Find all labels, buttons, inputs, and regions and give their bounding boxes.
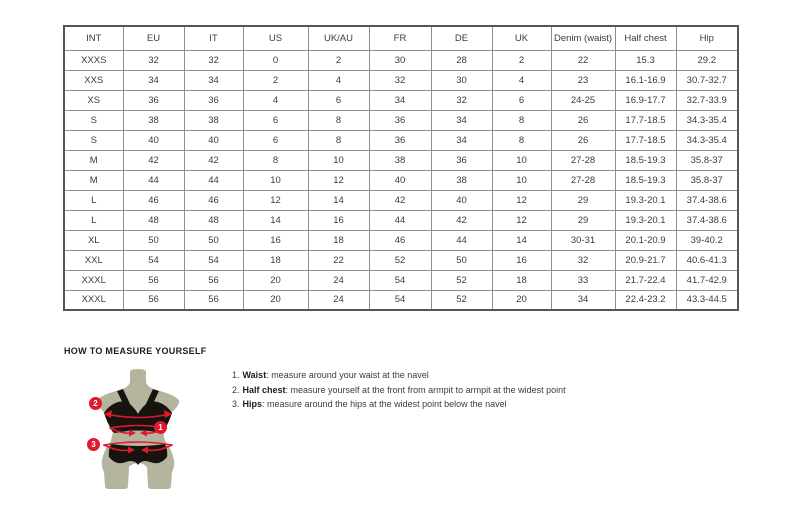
size-cell: XXXL	[64, 270, 123, 290]
size-cell: 52	[369, 250, 431, 270]
size-cell: 36	[123, 90, 184, 110]
size-cell: 42	[369, 190, 431, 210]
size-cell: 44	[431, 230, 492, 250]
size-cell: 44	[123, 170, 184, 190]
size-cell: 29	[551, 210, 615, 230]
column-header-uk-au: UK/AU	[308, 26, 369, 50]
size-cell: 6	[243, 130, 308, 150]
size-cell: 40	[369, 170, 431, 190]
size-cell: 40.6-41.3	[676, 250, 738, 270]
size-cell: M	[64, 170, 123, 190]
size-cell: 36	[184, 90, 243, 110]
size-cell: 19.3-20.1	[615, 210, 676, 230]
size-cell: L	[64, 210, 123, 230]
size-cell: XS	[64, 90, 123, 110]
size-cell: 30-31	[551, 230, 615, 250]
size-row-s	[64, 110, 738, 130]
size-cell: 20	[492, 290, 551, 310]
size-cell: 14	[308, 190, 369, 210]
column-header-denim-waist-: Denim (waist)	[551, 26, 615, 50]
size-cell: 8	[492, 110, 551, 130]
size-row-xxxl	[64, 270, 738, 290]
size-cell: 18.5-19.3	[615, 170, 676, 190]
size-cell: 54	[123, 250, 184, 270]
size-cell: 48	[123, 210, 184, 230]
size-cell: 32	[123, 50, 184, 70]
step-label: Half chest	[242, 384, 286, 395]
size-cell: 38	[123, 110, 184, 130]
size-row-xl	[64, 230, 738, 250]
size-cell: 18	[308, 230, 369, 250]
size-cell: 34	[369, 90, 431, 110]
size-cell: 36	[431, 150, 492, 170]
size-cell: 17.7-18.5	[615, 110, 676, 130]
measure-step-2	[232, 386, 566, 395]
size-cell: 32	[184, 50, 243, 70]
size-cell: 10	[492, 150, 551, 170]
size-cell: L	[64, 190, 123, 210]
size-cell: M	[64, 150, 123, 170]
size-cell: 28	[431, 50, 492, 70]
size-row-xs	[64, 90, 738, 110]
size-row-m	[64, 150, 738, 170]
size-cell: 52	[431, 290, 492, 310]
mannequin-illustration	[80, 368, 200, 496]
column-header-half-chest: Half chest	[615, 26, 676, 50]
size-cell: 43.3-44.5	[676, 290, 738, 310]
size-cell: 29	[551, 190, 615, 210]
size-cell: 50	[184, 230, 243, 250]
size-cell: 34	[551, 290, 615, 310]
size-cell: 16	[492, 250, 551, 270]
size-cell: 36	[369, 110, 431, 130]
size-row-m	[64, 170, 738, 190]
step-label: Hips	[242, 399, 263, 409]
size-cell: 2	[492, 50, 551, 70]
size-cell: 40	[184, 130, 243, 150]
size-cell: 40	[123, 130, 184, 150]
size-cell: 38	[184, 110, 243, 130]
size-cell: 15.3	[615, 50, 676, 70]
size-cell: 30	[431, 70, 492, 90]
size-cell: 16	[308, 210, 369, 230]
measure-section-title: HOW TO MEASURE YOURSELF	[64, 346, 207, 356]
size-cell: 10	[308, 150, 369, 170]
size-cell: 32	[431, 90, 492, 110]
size-cell: 0	[243, 50, 308, 70]
size-cell: 50	[123, 230, 184, 250]
size-chart-header	[64, 26, 738, 50]
size-cell: 4	[308, 70, 369, 90]
size-cell: 14	[492, 230, 551, 250]
measurement-figure	[80, 368, 200, 496]
column-header-de: DE	[431, 26, 492, 50]
step-text: : measure around your waist at the navel	[266, 370, 429, 380]
step-number: 3.	[232, 399, 240, 409]
size-cell: XXXL	[64, 290, 123, 310]
size-cell: 52	[431, 270, 492, 290]
size-cell: 56	[123, 290, 184, 310]
size-cell: 34.3-35.4	[676, 130, 738, 150]
size-cell: 36	[369, 130, 431, 150]
size-cell: 8	[492, 130, 551, 150]
size-cell: 42	[184, 150, 243, 170]
size-cell: 24	[308, 270, 369, 290]
badge-hips: 3	[87, 438, 100, 451]
size-cell: 34	[184, 70, 243, 90]
size-chart-table	[63, 25, 739, 311]
size-cell: 2	[308, 50, 369, 70]
size-cell: 6	[243, 110, 308, 130]
size-cell: 10	[243, 170, 308, 190]
size-cell: XXS	[64, 70, 123, 90]
size-cell: 20.1-20.9	[615, 230, 676, 250]
size-cell: 29.2	[676, 50, 738, 70]
size-cell: 24-25	[551, 90, 615, 110]
column-header-uk: UK	[492, 26, 551, 50]
size-cell: 37.4-38.6	[676, 190, 738, 210]
column-header-fr: FR	[369, 26, 431, 50]
step-number: 1.	[232, 370, 240, 380]
measure-steps-list	[232, 371, 566, 415]
column-header-us: US	[243, 26, 308, 50]
size-cell: 34	[123, 70, 184, 90]
column-header-hip: Hip	[676, 26, 738, 50]
size-cell: 23	[551, 70, 615, 90]
size-cell: 21.7-22.4	[615, 270, 676, 290]
size-cell: 8	[308, 130, 369, 150]
size-cell: 8	[308, 110, 369, 130]
size-row-l	[64, 190, 738, 210]
size-cell: 37.4-38.6	[676, 210, 738, 230]
badge-waist: 1	[154, 421, 167, 434]
size-cell: 54	[184, 250, 243, 270]
column-header-int: INT	[64, 26, 123, 50]
size-cell: 46	[123, 190, 184, 210]
size-cell: 19.3-20.1	[615, 190, 676, 210]
size-cell: 4	[492, 70, 551, 90]
column-header-eu: EU	[123, 26, 184, 50]
size-cell: 12	[308, 170, 369, 190]
size-cell: 38	[369, 150, 431, 170]
size-cell: 17.7-18.5	[615, 130, 676, 150]
size-cell: 26	[551, 110, 615, 130]
size-cell: 24	[308, 290, 369, 310]
size-cell: 18	[243, 250, 308, 270]
size-cell: 30.7-32.7	[676, 70, 738, 90]
size-row-xxs	[64, 70, 738, 90]
size-row-xxxs	[64, 50, 738, 70]
size-cell: 38	[431, 170, 492, 190]
size-cell: 18	[492, 270, 551, 290]
step-label: Waist	[242, 370, 267, 380]
size-cell: 20	[243, 290, 308, 310]
size-cell: 34	[431, 110, 492, 130]
size-cell: 56	[123, 270, 184, 290]
measure-step-3	[232, 400, 566, 409]
size-chart-body	[64, 50, 738, 310]
size-cell: 54	[369, 290, 431, 310]
size-cell: 32.7-33.9	[676, 90, 738, 110]
size-cell: 42	[123, 150, 184, 170]
size-cell: 32	[369, 70, 431, 90]
swimsuit-bottom	[109, 444, 168, 465]
size-cell: 54	[369, 270, 431, 290]
size-cell: 44	[184, 170, 243, 190]
size-cell: 6	[492, 90, 551, 110]
size-row-s	[64, 130, 738, 150]
size-cell: 56	[184, 270, 243, 290]
step-text: : measure yourself at the front from armpit to armpit at the widest point	[285, 384, 566, 395]
column-header-it: IT	[184, 26, 243, 50]
size-cell: 34	[431, 130, 492, 150]
size-cell: S	[64, 130, 123, 150]
size-row-l	[64, 210, 738, 230]
size-cell: 6	[308, 90, 369, 110]
size-cell: 46	[184, 190, 243, 210]
size-cell: 22	[308, 250, 369, 270]
size-cell: 22	[551, 50, 615, 70]
size-cell: 16.1-16.9	[615, 70, 676, 90]
size-cell: 56	[184, 290, 243, 310]
size-cell: 27-28	[551, 170, 615, 190]
header-row	[64, 26, 738, 50]
size-cell: 8	[243, 150, 308, 170]
step-number: 2.	[232, 384, 240, 395]
size-cell: 16	[243, 230, 308, 250]
size-cell: 46	[369, 230, 431, 250]
size-cell: 35.8-37	[676, 170, 738, 190]
size-cell: 26	[551, 130, 615, 150]
size-cell: 4	[243, 90, 308, 110]
size-cell: 48	[184, 210, 243, 230]
size-cell: XL	[64, 230, 123, 250]
size-row-xxxl	[64, 290, 738, 310]
size-cell: 33	[551, 270, 615, 290]
size-cell: 44	[369, 210, 431, 230]
measure-step-1	[232, 371, 566, 380]
size-cell: 16.9-17.7	[615, 90, 676, 110]
size-cell: 27-28	[551, 150, 615, 170]
size-cell: 12	[492, 210, 551, 230]
size-cell: 14	[243, 210, 308, 230]
size-cell: 10	[492, 170, 551, 190]
size-cell: 34.3-35.4	[676, 110, 738, 130]
badge-half-chest: 2	[89, 397, 102, 410]
size-cell: 18.5-19.3	[615, 150, 676, 170]
size-cell: 42	[431, 210, 492, 230]
size-cell: S	[64, 110, 123, 130]
size-cell: 12	[243, 190, 308, 210]
step-text: : measure around the hips at the widest point below the navel	[262, 399, 507, 409]
size-cell: 50	[431, 250, 492, 270]
size-cell: XXXS	[64, 50, 123, 70]
size-cell: 20	[243, 270, 308, 290]
size-cell: 20.9-21.7	[615, 250, 676, 270]
size-cell: XXL	[64, 250, 123, 270]
size-cell: 2	[243, 70, 308, 90]
size-row-xxl	[64, 250, 738, 270]
size-cell: 35.8-37	[676, 150, 738, 170]
size-cell: 39-40.2	[676, 230, 738, 250]
size-cell: 22.4-23.2	[615, 290, 676, 310]
size-cell: 30	[369, 50, 431, 70]
size-cell: 32	[551, 250, 615, 270]
size-cell: 12	[492, 190, 551, 210]
size-cell: 41.7-42.9	[676, 270, 738, 290]
size-cell: 40	[431, 190, 492, 210]
